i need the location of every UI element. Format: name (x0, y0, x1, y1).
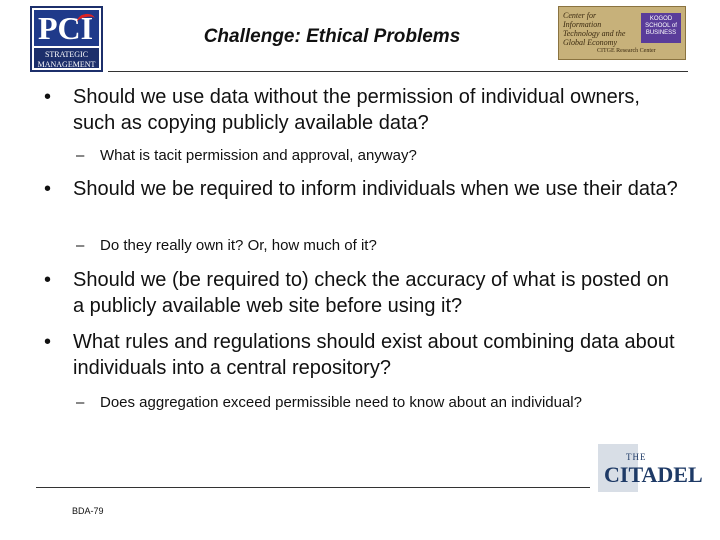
sub-bullet-text: Do they really own it? Or, how much of it? (100, 237, 377, 254)
citadel-logo (590, 440, 703, 496)
bullet-marker: • (44, 331, 52, 353)
pci-logo-letters: PCI (34, 10, 99, 46)
bullet-marker: • (44, 269, 52, 291)
center-logo-text: Center for Information Technology and the Global Economy (563, 11, 626, 47)
sub-bullet-text: What is tacit permission and approval, anyway? (100, 147, 417, 164)
bullet-marker: • (44, 178, 52, 200)
citadel-name: CITADEL (604, 462, 703, 487)
sub-bullet-text: Does aggregation exceed permissible need to know about an individual? (100, 394, 582, 411)
pci-logo-subtitle (34, 48, 99, 68)
bullet-text: Should we use data without the permission of individual owners, such as copying publicly available data? (73, 86, 640, 134)
bullet-text: Should we (be required to) check the accuracy of what is posted on a publicly available web site before using it? (73, 269, 669, 317)
sub-bullet-item-1 (76, 146, 676, 166)
sub-bullet-marker: – (76, 237, 85, 254)
bullet-marker: • (44, 86, 52, 108)
bullet-item-3 (44, 267, 684, 319)
pci-strategic-management-logo (30, 6, 103, 72)
bullet-text: Should we be required to inform individuals when we use their data? (73, 178, 678, 200)
footer-divider (36, 487, 590, 488)
bullet-item-2 (44, 176, 684, 202)
kogod-badge: KOGOD SCHOOL of BUSINESS (641, 13, 681, 43)
pci-logo-line2: MANAGEMENT (37, 60, 96, 69)
sub-bullet-marker: – (76, 147, 85, 164)
center-logo-caption: CITGE Research Center (597, 48, 656, 54)
pci-logo-line1: STRATEGIC (44, 50, 89, 59)
bullet-text: What rules and regulations should exist about combining data about individuals into a central repository? (73, 331, 675, 379)
bullet-item-4 (44, 329, 684, 381)
sub-bullet-item-2 (76, 236, 676, 256)
citadel-the: THE (626, 452, 647, 462)
slide-code: BDA-79 (72, 506, 104, 516)
sub-bullet-marker: – (76, 394, 85, 411)
sub-bullet-item-3 (76, 393, 676, 413)
citge-center-logo (558, 6, 686, 60)
title-divider (108, 71, 688, 72)
bullet-item-1 (44, 84, 684, 136)
slide-title: Challenge: Ethical Problems (203, 26, 461, 47)
